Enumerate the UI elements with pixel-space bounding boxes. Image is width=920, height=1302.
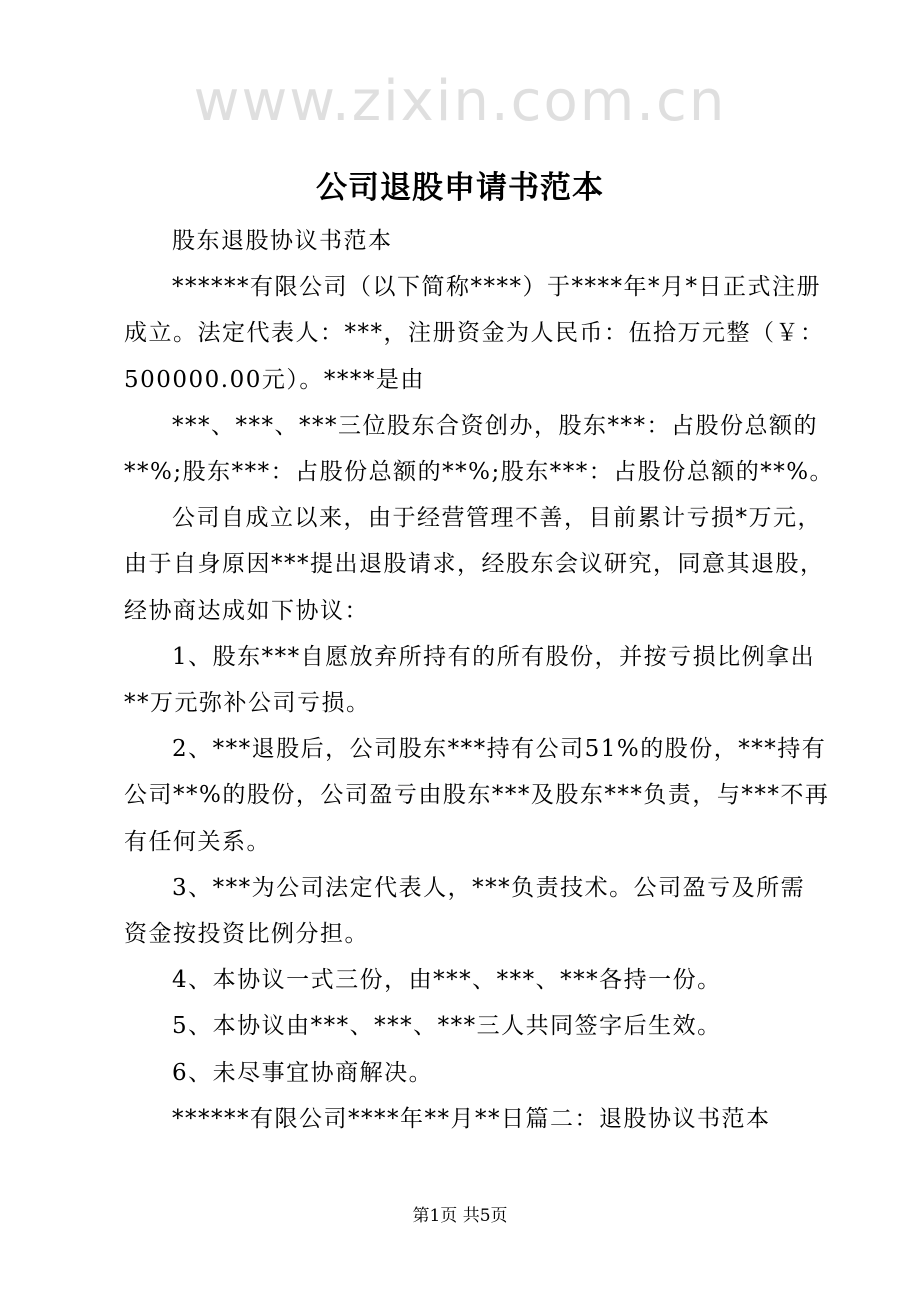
paragraph-line: 3、***为公司法定代表人，***负责技术。公司盈亏及所需 bbox=[172, 874, 806, 901]
paragraph bbox=[124, 726, 830, 865]
paragraph bbox=[124, 865, 814, 957]
paragraph-line: **万元弥补公司亏损。 bbox=[124, 690, 371, 717]
paragraph-line: 公司**%的股份，公司盈亏由股东***及股东***负责，与***不再 bbox=[124, 782, 830, 809]
document-body bbox=[124, 218, 835, 1142]
paragraph-line: 5、本协议由***、***、***三人共同签字后生效。 bbox=[172, 1013, 722, 1040]
paragraph-line: 4、本协议一式三份，由***、***、***各持一份。 bbox=[172, 967, 722, 994]
paragraph-line: ***、***、***三位股东合资创办，股东***：占股份总额的 bbox=[172, 412, 818, 439]
paragraph bbox=[124, 1050, 814, 1096]
paragraph-line: ******有限公司****年**月**日篇二：退股协议书范本 bbox=[172, 1105, 771, 1132]
paragraph-line: 成立。法定代表人：***，注册资金为人民币：伍拾万元整（￥： bbox=[124, 320, 825, 347]
paragraph-line: 公司自成立以来，由于经营管理不善，目前累计亏损*万元， bbox=[172, 505, 822, 532]
paragraph bbox=[124, 957, 814, 1003]
paragraph-line: 有任何关系。 bbox=[124, 828, 271, 855]
page-footer: 第1页 共5页 bbox=[412, 1206, 508, 1226]
paragraph-line: 经协商达成如下协议： bbox=[124, 597, 369, 624]
paragraph-line: 2、***退股后，公司股东***持有公司51%的股份，***持有 bbox=[172, 736, 827, 763]
paragraph bbox=[124, 403, 835, 495]
paragraph bbox=[124, 634, 814, 726]
document-title: 公司退股申请书范本 bbox=[316, 170, 604, 206]
paragraph bbox=[124, 264, 825, 403]
paragraph-line: 由于自身原因***提出退股请求，经股东会议研究，同意其退股， bbox=[124, 551, 825, 578]
paragraph-line: 资金按投资比例分担。 bbox=[124, 921, 369, 948]
paragraph-line: ******有限公司（以下简称****）于****年*月*日正式注册 bbox=[172, 274, 821, 301]
paragraph-line: 500000.00元）。****是由 bbox=[124, 366, 425, 393]
paragraph-line: 6、未尽事宜协商解决。 bbox=[172, 1059, 434, 1086]
paragraph-line: 1、股东***自愿放弃所持有的所有股份，并按亏损比例拿出 bbox=[172, 643, 816, 670]
watermark: www.zixin.com.cn bbox=[193, 69, 727, 134]
paragraph bbox=[124, 1096, 814, 1142]
paragraph bbox=[124, 218, 814, 264]
paragraph-line: **%;股东***：占股份总额的**%;股东***：占股份总额的**%。 bbox=[124, 459, 835, 486]
paragraph bbox=[124, 495, 825, 634]
paragraph-line: 股东退股协议书范本 bbox=[172, 228, 393, 254]
paragraph bbox=[124, 1003, 814, 1049]
